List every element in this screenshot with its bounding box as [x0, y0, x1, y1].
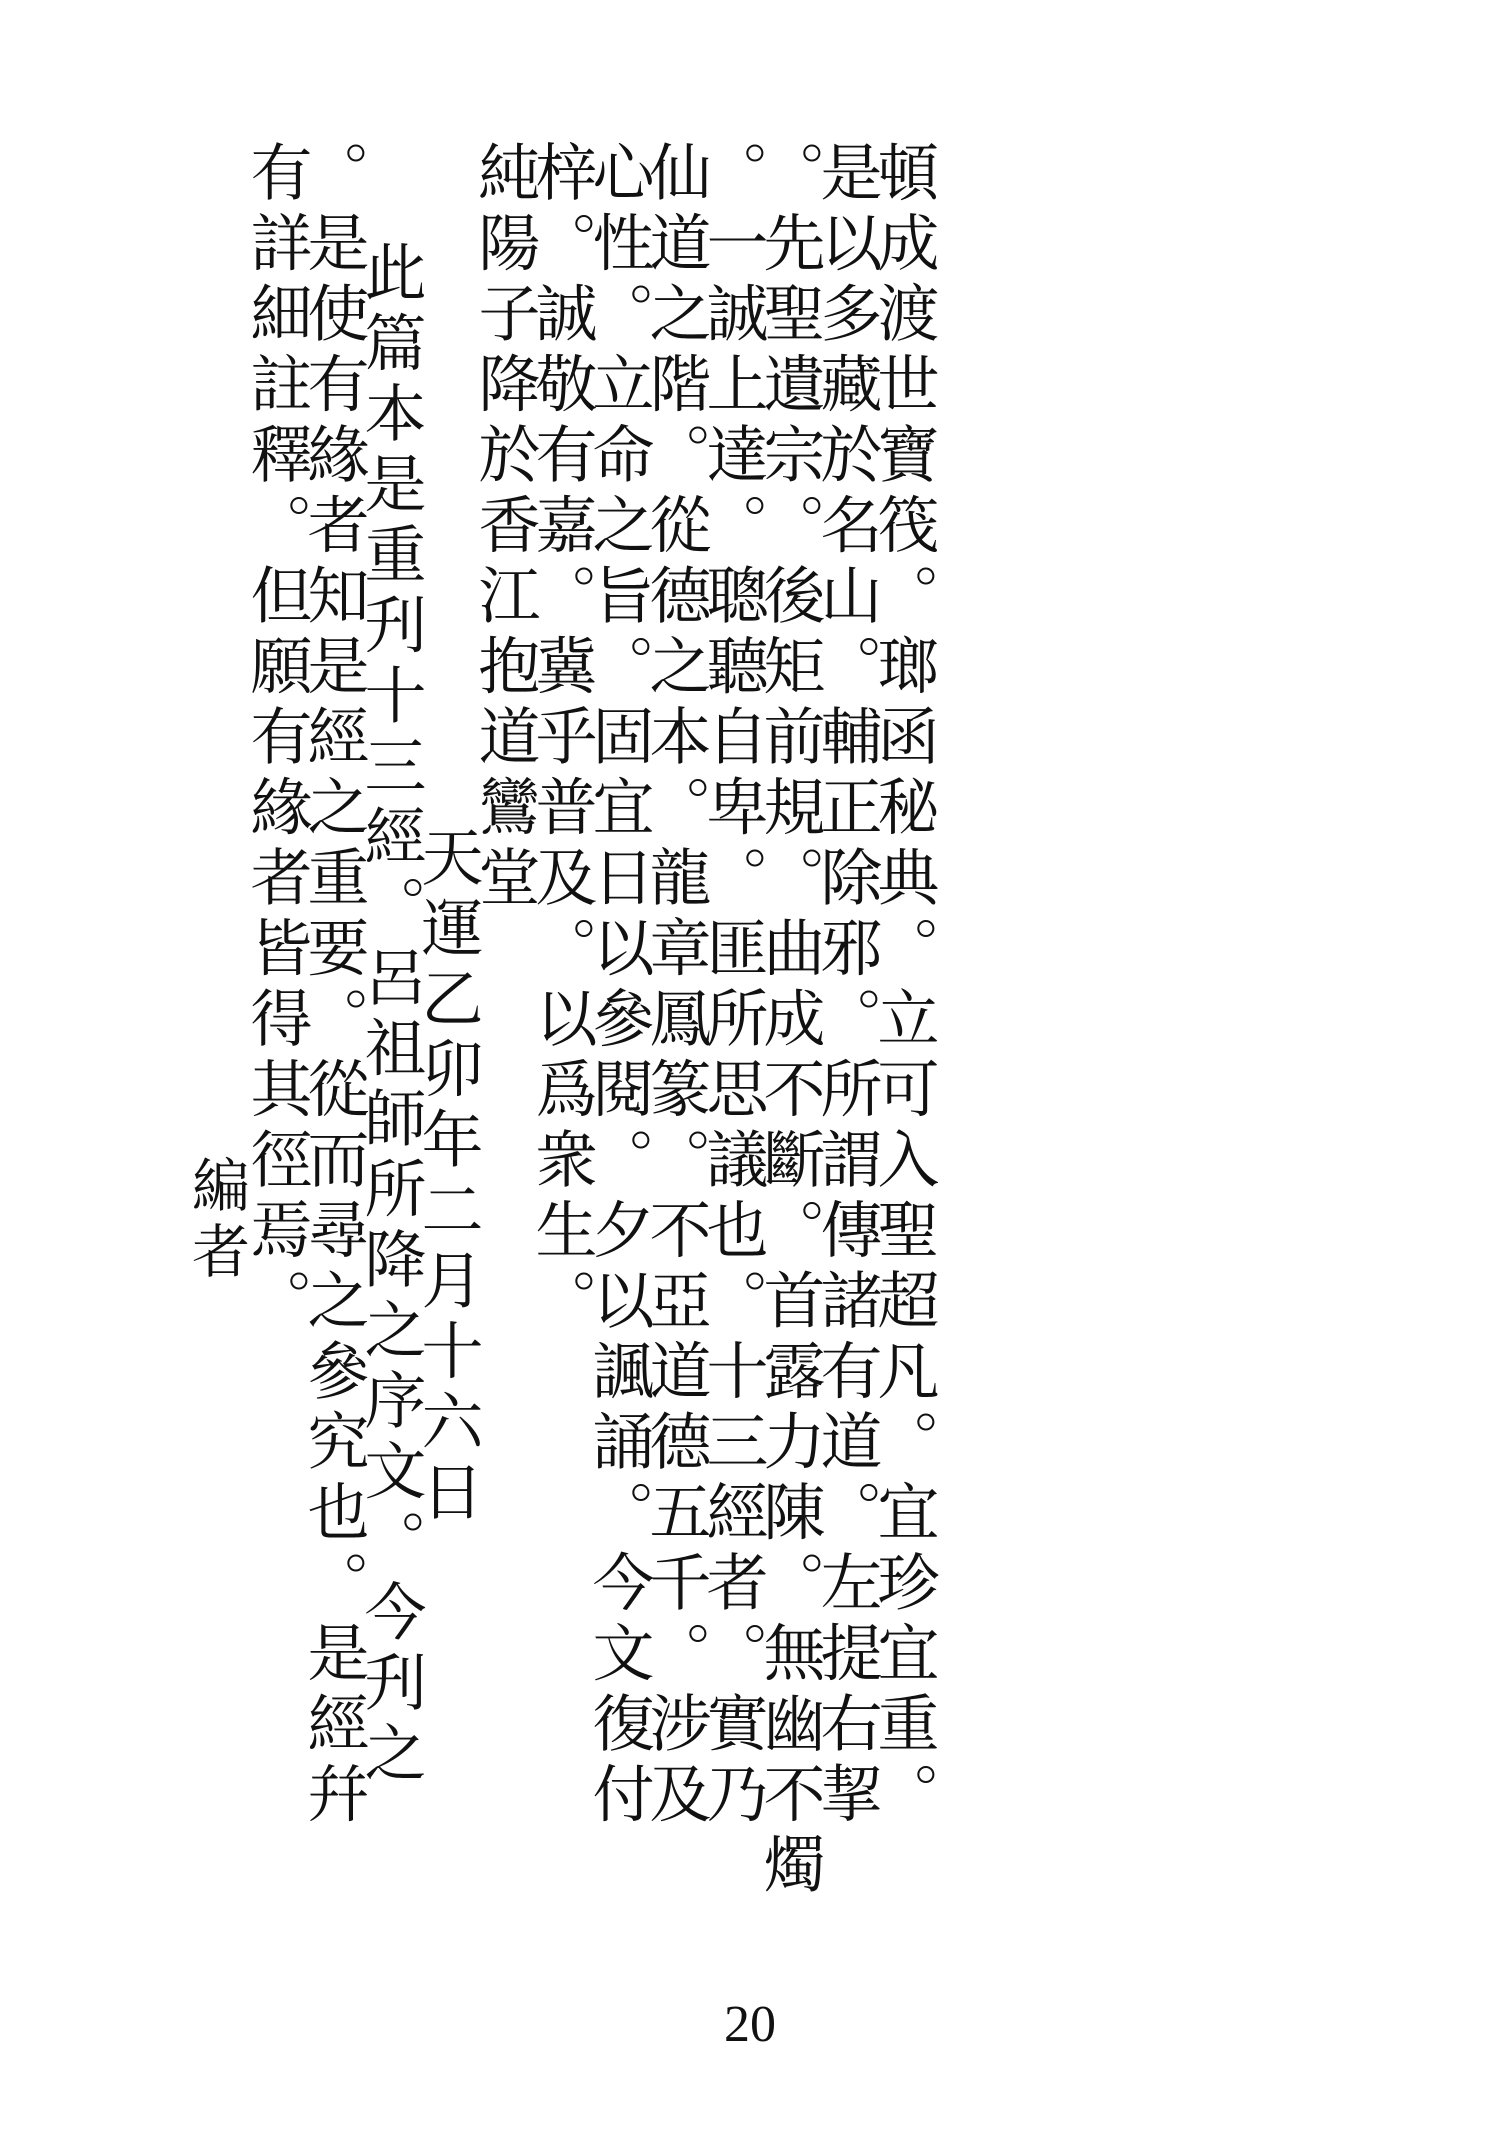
body-column-1: 頓成渡世寶筏。瑯函秘典。立可入聖超凡。宜珍宜重。 — [867, 140, 940, 1832]
body-column-2: 是以多藏於名山。輔正除邪。所謂傳諸有道。左提右挈 — [810, 140, 883, 1832]
note-column-2: 。是使有緣者知是經之重要。從而尋之參究也。是經幷 — [297, 140, 370, 1832]
body-column-5: 仙道之階。從德之本。龍章鳳篆。不亞道德五千。涉及 — [639, 140, 712, 1832]
note-column-1: 此篇本是重刋十三經。呂祖師所降之序文。今刋之 — [354, 240, 427, 1791]
date-line: 天運乙卯年二月十六日 — [411, 825, 484, 1530]
body-column-attribution: 純陽子降於香江抱道鸞堂 — [468, 140, 541, 916]
note-column-3: 有詳細註釋。但願有緣者皆得其徑焉。 — [240, 140, 313, 1339]
body-column-7: 梓。誠敬有嘉。冀乎普及。以爲衆生。 — [525, 140, 598, 1339]
body-column-4: 。一誠上達。聰聽自卑。匪所思議也。十三經者。實乃 — [696, 140, 769, 1832]
page-number: 20 — [724, 1996, 776, 2053]
body-column-6: 心性。立命之旨。固宜日以參閱。夕以諷誦。今文復付 — [582, 140, 655, 1832]
body-column-3: 。先聖遺宗。後矩前規。曲成不斷。首露力陳。無幽不燭 — [753, 140, 826, 1903]
editor-signature: 編者 — [182, 1155, 250, 1287]
